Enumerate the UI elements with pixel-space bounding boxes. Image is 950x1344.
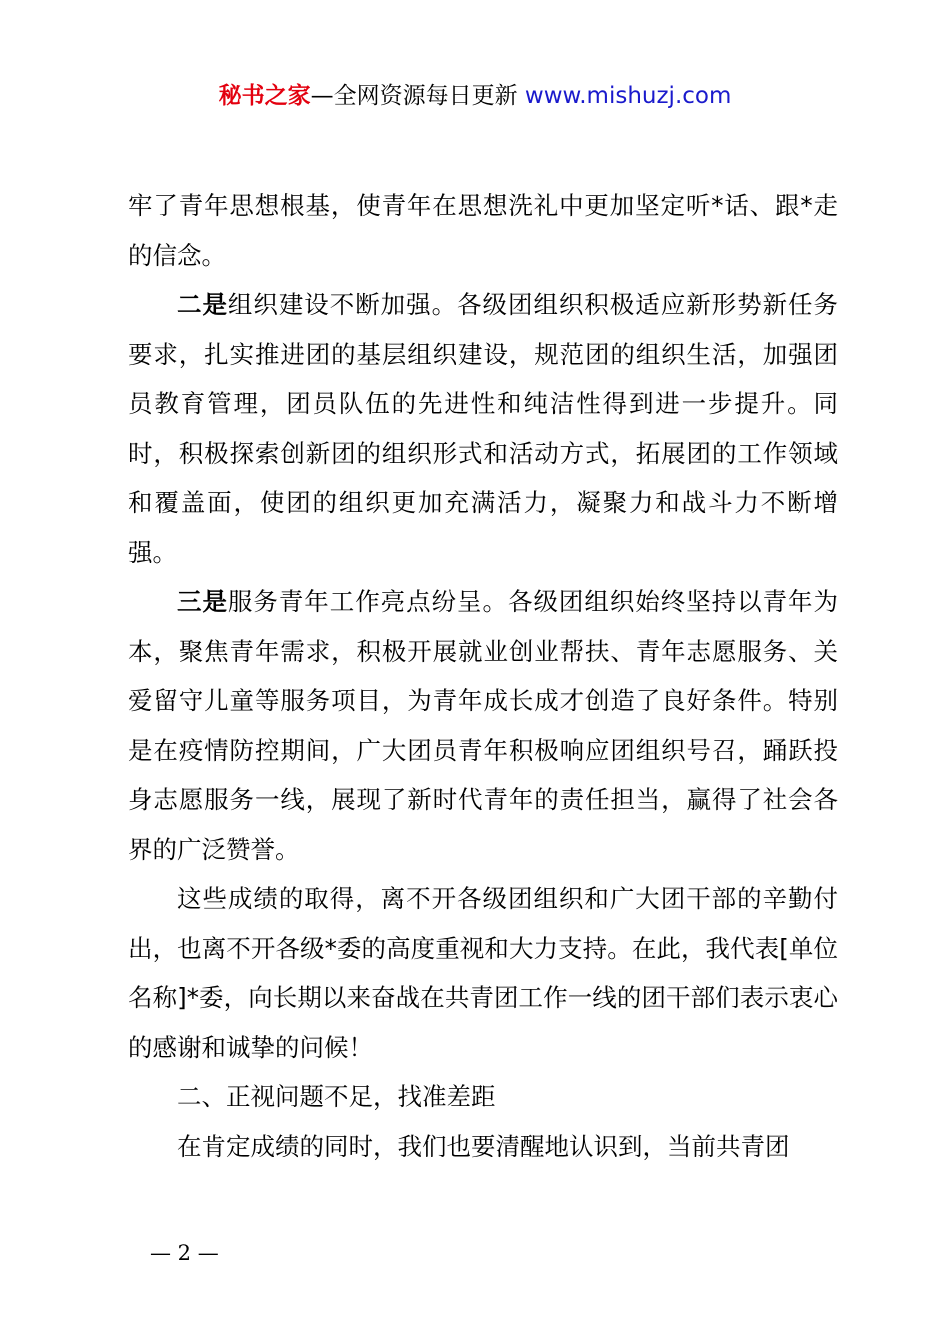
section-heading: 二、正视问题不足，找准差距 [177,1082,496,1111]
site-header [0,80,950,112]
site-tagline: —全网资源每日更新 [310,83,518,109]
paragraph-organization [128,280,838,577]
paragraph-problems: 在肯定成绩的同时，我们也要清醒地认识到，当前共青团 [177,1131,790,1161]
paragraph-lead: 三是 [177,587,228,616]
site-brand: 秘书之家 [218,83,311,109]
paragraph-continuation: 牢了青年思想根基，使青年在思想洗礼中更加坚定听*话、跟*走的信念。 [128,191,838,270]
paragraph-text: 组织建设不断加强。各级团组织积极适应新形势新任务要求，扎实推进团的基层组织建设，规范团的组织生活，加强团员教育管理，团员队伍的先进性和纯洁性得到进一步提升。同时，积极探索创新团的组织形式和活动方式，拓展团的工作领域和覆盖面，使团的组织更加充满活力，凝聚力和战斗力不断增强。 [128,290,838,567]
site-url-link[interactable]: www.mishuzj.com [524,83,732,109]
paragraph-service [128,577,838,874]
paragraph-text: 服务青年工作亮点纷呈。各级团组织始终坚持以青年为本，聚焦青年需求，积极开展就业创业帮扶、青年志愿服务、关爱留守儿童等服务项目，为青年成长成才创造了良好条件。特别是在疫情防控期间，广大团员青年积极响应团组织号召，踊跃投身志愿服务一线，展现了新时代青年的责任担当，赢得了社会各界的广泛赞誉。 [128,587,838,864]
page-number: — 2 — [150,1241,219,1265]
paragraph-lead: 二是 [177,290,228,319]
document-body [128,181,838,1171]
paragraph-thanks: 这些成绩的取得，离不开各级团组织和广大团干部的辛勤付出，也离不开各级*委的高度重视和大力支持。在此，我代表[单位名称]*委，向长期以来奋战在共青团工作一线的团干部们表示衷心的感谢和诚挚的问候！ [128,884,838,1062]
